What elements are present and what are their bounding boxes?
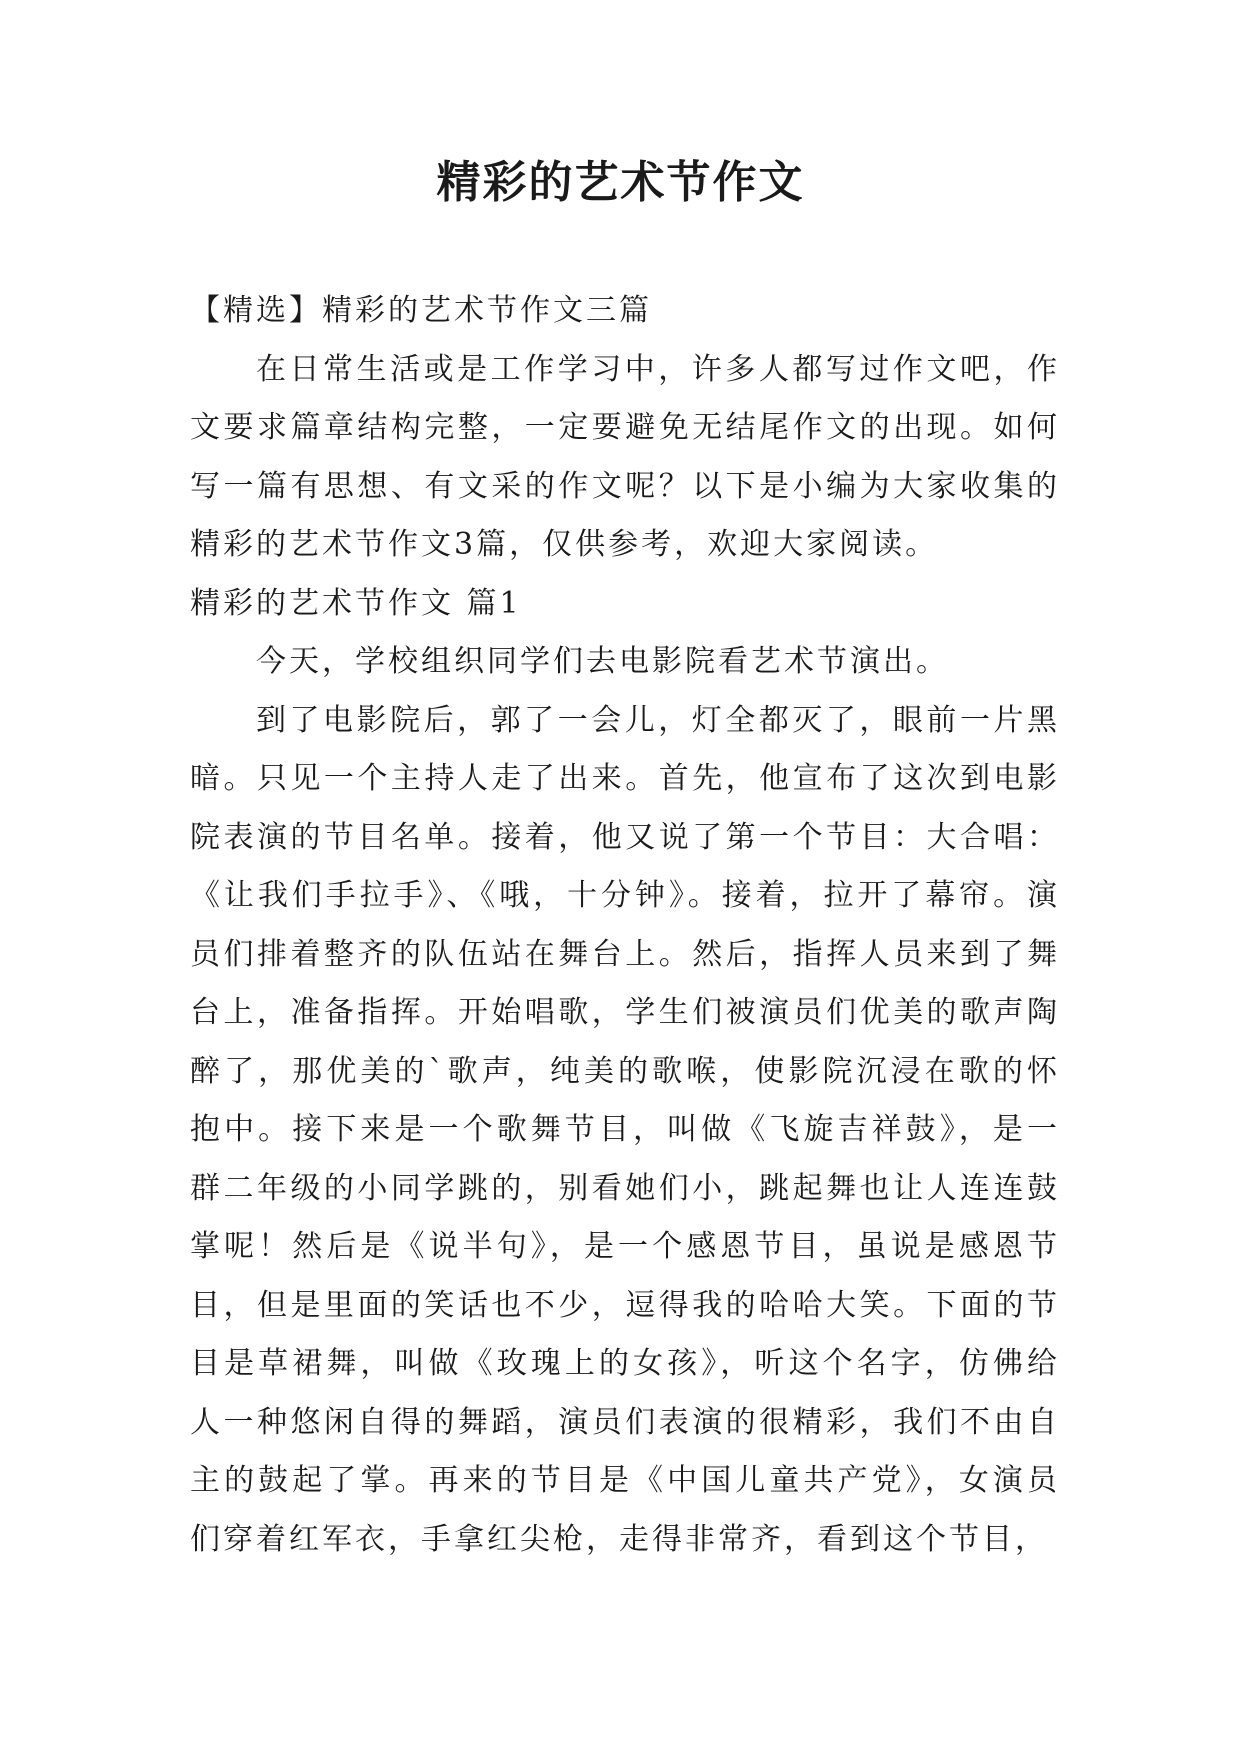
- intro-paragraph: 在日常生活或是工作学习中，许多人都写过作文吧，作文要求篇章结构完整，一定要避免无结尾作文的出现。如何写一篇有思想、有文采的作文呢？以下是小编为大家收集的精彩的艺术节作文3篇，仅供参考，欢迎大家阅读。: [190, 351, 1060, 562]
- document-title: 精彩的艺术节作文: [436, 157, 805, 208]
- section-heading: 精彩的艺术节作文 篇1: [190, 585, 522, 621]
- body-paragraph: 到了电影院后，郭了一会儿，灯全都灭了，眼前一片黑暗。只见一个主持人走了出来。首先，他宣布了这次到电影院表演的节目名单。接着，他又说了第一个节目：大合唱：《让我们手拉手》、《哦，十分钟》。接着，拉开了幕帘。演员们排着整齐的队伍站在舞台上。然后，指挥人员来到了舞台上，准备指挥。开始唱歌，学生们被演员们优美的歌声陶醉了，那优美的`歌声，纯美的歌喉，使影院沉浸在歌的怀抱中。接下来是一个歌舞节目，叫做《飞旋吉祥鼓》，是一群二年级的小同学跳的，别看她们小，跳起舞也让人连连鼓掌呢！然后是《说半句》，是一个感恩节目，虽说是感恩节目，但是里面的笑话也不少，逗得我的哈哈大笑。下面的节目是草裙舞，叫做《玫瑰上的女孩》，听这个名字，仿佛给人一种悠闲自得的舞蹈，演员们表演的很精彩，我们不由自主的鼓起了掌。再来的节目是《中国儿童共产党》，女演员们穿着红军衣，手拿红尖枪，走得非常齐，看到这个节目，: [190, 702, 1060, 1557]
- document-subtitle: 【精选】精彩的艺术节作文三篇: [190, 293, 652, 328]
- document-body: [190, 282, 1060, 1569]
- body-paragraph: 今天，学校组织同学们去电影院看艺术节演出。: [256, 644, 949, 679]
